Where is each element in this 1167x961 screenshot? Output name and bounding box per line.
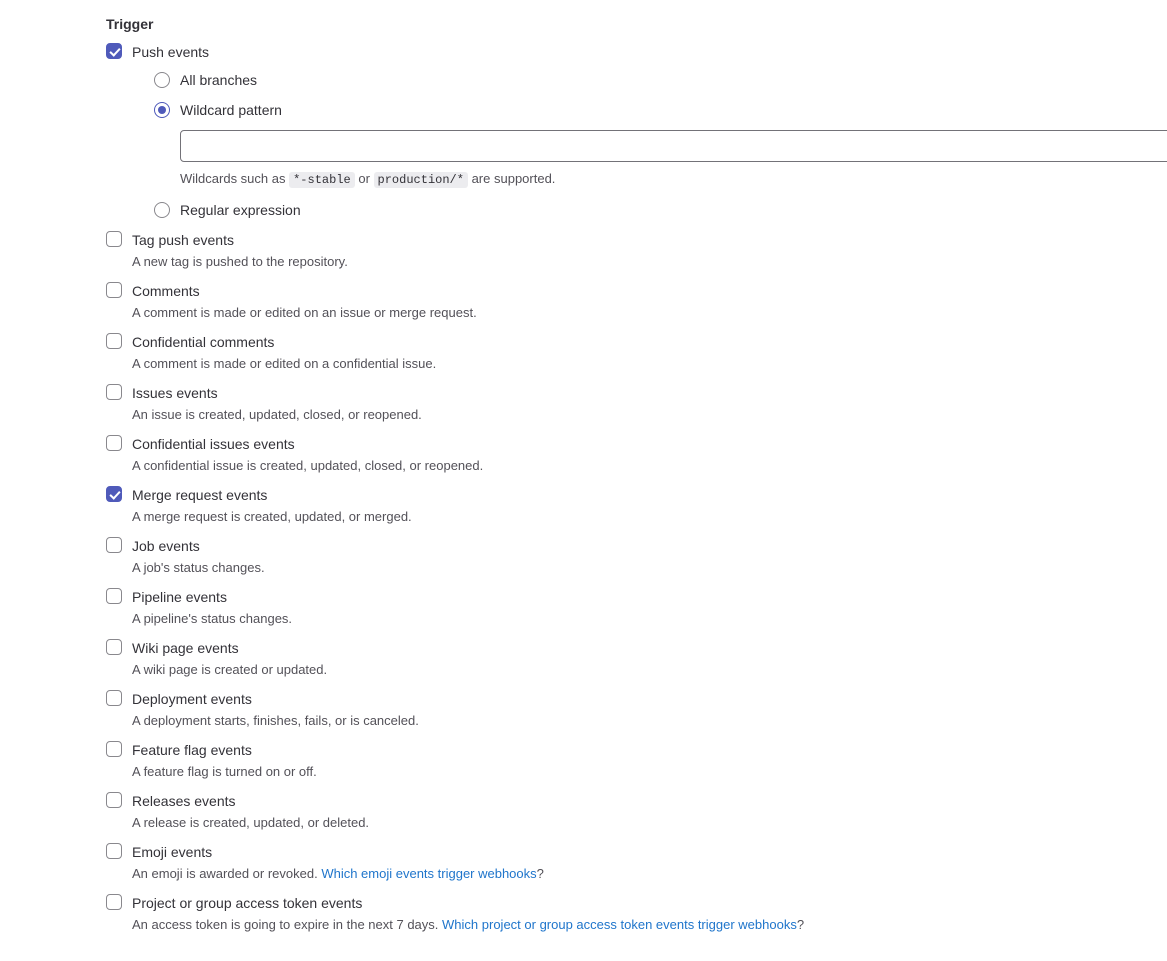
checkbox-row-releases-events[interactable] <box>106 791 1167 832</box>
confidential-issues-events-help: A confidential issue is created, updated, closed, or reopened. <box>132 458 484 473</box>
push-events-label: Push events <box>132 44 210 60</box>
emoji-events-help: An emoji is awarded or revoked. <box>132 866 318 881</box>
pipeline-events-label: Pipeline events <box>132 589 227 605</box>
access-token-events-help: An access token is going to expire in the next 7 days. <box>132 917 439 932</box>
checkbox-row-comments[interactable] <box>106 281 1167 322</box>
checkbox-row-push-events[interactable] <box>106 42 1167 62</box>
emoji-events-label: Emoji events <box>132 844 213 860</box>
regular-expression-label: Regular expression <box>180 202 301 218</box>
emoji-events-link-suffix: ? <box>536 866 544 881</box>
access-token-events-help-container <box>132 915 1167 934</box>
regular-expression-radio[interactable] <box>154 202 170 218</box>
deployment-events-label: Deployment events <box>132 691 252 707</box>
deployment-events-help: A deployment starts, finishes, fails, or is canceled. <box>132 713 419 728</box>
all-branches-label: All branches <box>180 72 258 88</box>
tag-push-events-label: Tag push events <box>132 232 234 248</box>
job-events-label: Job events <box>132 538 200 554</box>
wildcard-example-two: production/* <box>374 172 468 188</box>
radio-row-all-branches[interactable] <box>130 70 1167 90</box>
merge-request-events-checkbox[interactable] <box>106 486 122 502</box>
releases-events-help: A release is created, updated, or deleted. <box>132 815 370 830</box>
checkbox-row-issues-events[interactable] <box>106 383 1167 424</box>
wiki-page-events-label: Wiki page events <box>132 640 239 656</box>
access-token-events-checkbox[interactable] <box>106 894 122 910</box>
tag-push-events-checkbox[interactable] <box>106 231 122 247</box>
wildcard-pattern-label: Wildcard pattern <box>180 102 282 118</box>
confidential-issues-events-checkbox[interactable] <box>106 435 122 451</box>
event-checkbox-list <box>106 230 1167 934</box>
wildcard-help-prefix: Wildcards such as <box>180 171 286 186</box>
pipeline-events-help: A pipeline's status changes. <box>132 611 293 626</box>
feature-flag-events-label: Feature flag events <box>132 742 252 758</box>
tag-push-events-help: A new tag is pushed to the repository. <box>132 254 348 269</box>
checkbox-row-pipeline-events[interactable] <box>106 587 1167 628</box>
wildcard-help-text <box>130 169 1167 190</box>
releases-events-checkbox[interactable] <box>106 792 122 808</box>
issues-events-help: An issue is created, updated, closed, or reopened. <box>132 407 422 422</box>
radio-row-wildcard-pattern[interactable] <box>130 100 1167 120</box>
confidential-comments-checkbox[interactable] <box>106 333 122 349</box>
checkbox-row-confidential-issues-events[interactable] <box>106 434 1167 475</box>
wiki-page-events-help: A wiki page is created or updated. <box>132 662 328 677</box>
checkbox-row-merge-request-events[interactable] <box>106 485 1167 526</box>
job-events-checkbox[interactable] <box>106 537 122 553</box>
feature-flag-events-checkbox[interactable] <box>106 741 122 757</box>
deployment-events-checkbox[interactable] <box>106 690 122 706</box>
confidential-issues-events-label: Confidential issues events <box>132 436 295 452</box>
access-token-events-link-suffix: ? <box>796 917 805 932</box>
wildcard-pattern-radio[interactable] <box>154 102 170 118</box>
releases-events-label: Releases events <box>132 793 236 809</box>
wildcard-input-row <box>130 130 1167 162</box>
issues-events-checkbox[interactable] <box>106 384 122 400</box>
access-token-events-docs-link[interactable]: Which project or group access token events trigger webhooks <box>442 917 797 932</box>
wiki-page-events-checkbox[interactable] <box>106 639 122 655</box>
emoji-events-help-container <box>132 864 1167 883</box>
merge-request-events-help: A merge request is created, updated, or merged. <box>132 509 412 524</box>
confidential-comments-help: A comment is made or edited on a confidential issue. <box>132 356 437 371</box>
push-events-branch-options <box>106 70 1167 220</box>
comments-checkbox[interactable] <box>106 282 122 298</box>
section-title: Trigger <box>106 16 154 32</box>
checkbox-row-tag-push-events[interactable] <box>106 230 1167 271</box>
confidential-comments-label: Confidential comments <box>132 334 275 350</box>
push-events-checkbox[interactable] <box>106 43 122 59</box>
wildcard-help-suffix: are supported. <box>471 171 556 186</box>
checkbox-row-confidential-comments[interactable] <box>106 332 1167 373</box>
comments-help: A comment is made or edited on an issue or merge request. <box>132 305 477 320</box>
pipeline-events-checkbox[interactable] <box>106 588 122 604</box>
comments-label: Comments <box>132 283 200 299</box>
checkbox-row-emoji-events[interactable] <box>106 842 1167 883</box>
feature-flag-events-help: A feature flag is turned on or off. <box>132 764 317 779</box>
merge-request-events-label: Merge request events <box>132 487 268 503</box>
checkbox-row-deployment-events[interactable] <box>106 689 1167 730</box>
checkbox-row-wiki-page-events[interactable] <box>106 638 1167 679</box>
job-events-help: A job's status changes. <box>132 560 265 575</box>
emoji-events-checkbox[interactable] <box>106 843 122 859</box>
radio-row-regular-expression[interactable] <box>130 200 1167 220</box>
all-branches-radio[interactable] <box>154 72 170 88</box>
checkbox-row-job-events[interactable] <box>106 536 1167 577</box>
emoji-events-docs-link[interactable]: Which emoji events trigger webhooks <box>321 866 537 881</box>
wildcard-help-conjunction: or <box>358 171 370 186</box>
wildcard-example-one: *-stable <box>289 172 355 188</box>
issues-events-label: Issues events <box>132 385 218 401</box>
wildcard-pattern-input[interactable] <box>180 130 1167 162</box>
checkbox-row-access-token-events[interactable] <box>106 893 1167 934</box>
checkbox-row-feature-flag-events[interactable] <box>106 740 1167 781</box>
access-token-events-label: Project or group access token events <box>132 895 363 911</box>
